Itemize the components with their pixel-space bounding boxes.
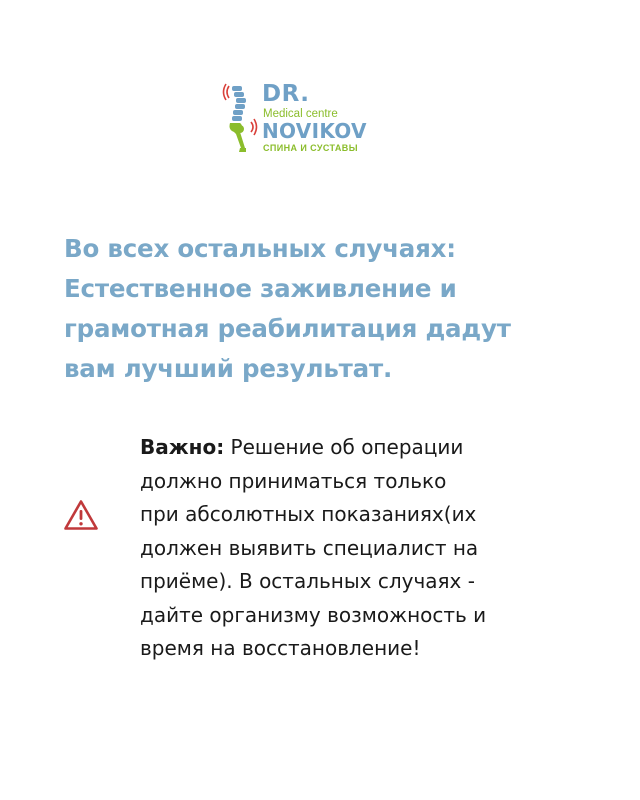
- note-line: приёме). В остальных случаях -: [140, 569, 475, 593]
- note-line: при абсолютных показаниях(их: [140, 502, 477, 526]
- spine-joint-icon: [222, 82, 262, 156]
- logo-dr-text: DR.: [262, 81, 310, 107]
- headline-line: грамотная реабилитация дадут: [64, 314, 511, 343]
- note-line: должен выявить специалист на: [140, 535, 479, 560]
- note-line-rest: Решение об операции: [224, 435, 464, 459]
- logo-subtitle: СПИНА И СУСТАВЫ: [263, 143, 358, 153]
- logo-medical-centre-text: Medical centre: [263, 108, 338, 120]
- headline-line: Естественное заживление и: [64, 274, 457, 303]
- note-line: время на восстановление!: [140, 636, 421, 660]
- note-label: Важно:: [140, 435, 225, 459]
- note-line: [140, 431, 620, 465]
- brand-logo: [222, 82, 372, 156]
- important-note: [140, 431, 620, 666]
- note-line: должно приниматься только: [140, 468, 447, 493]
- note-line: дайте организму возможность и: [140, 602, 487, 627]
- headline-line: вам лучший результат.: [64, 354, 393, 383]
- logo-novikov-text: NOVIKOV: [262, 119, 367, 143]
- warning-triangle-icon: [63, 499, 99, 531]
- headline: [64, 229, 624, 389]
- headline-line: Во всех остальных случаях:: [64, 234, 456, 263]
